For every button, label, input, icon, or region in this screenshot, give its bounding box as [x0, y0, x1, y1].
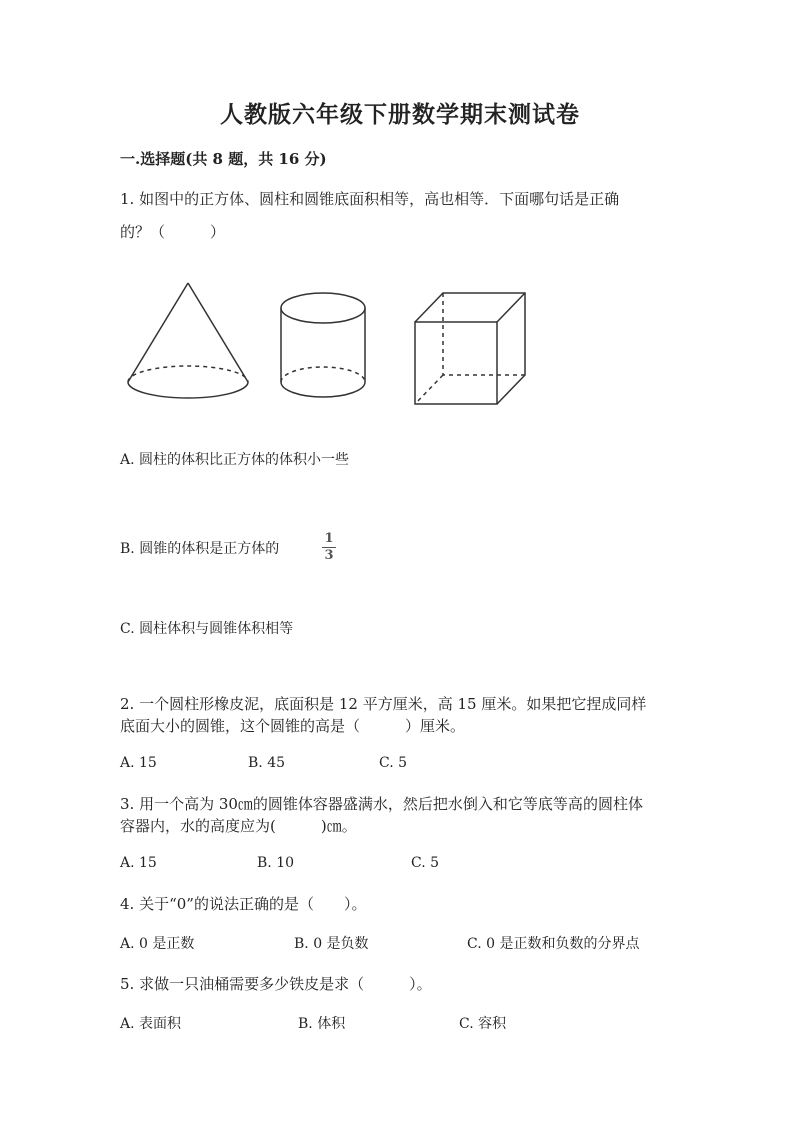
q3-option-b: B. 10: [257, 855, 295, 871]
q1-option-c: C. 圆柱体积与圆锥体积相等: [120, 621, 294, 637]
page-title: 人教版六年级下册数学期末测试卷: [220, 101, 580, 128]
q5-option-c: C. 容积: [459, 1016, 507, 1032]
q1-figures: [120, 275, 540, 410]
q3-stem-line2: 容器内，水的高度应为( )㎝。: [120, 817, 357, 835]
q4-option-a: A. 0 是正数: [120, 936, 195, 952]
q2-option-a: A. 15: [120, 755, 157, 771]
fraction-numerator: 1: [324, 531, 334, 546]
solids-figure: [120, 275, 540, 410]
q3-option-a: A. 15: [120, 855, 157, 871]
cone-icon: [128, 283, 248, 398]
q1-option-a: A. 圆柱的体积比正方体的体积小一些: [120, 452, 350, 468]
q5-option-b: B. 体积: [298, 1016, 346, 1032]
q5-stem: 5. 求做一只油桶需要多少铁皮是求（ ）。: [120, 975, 432, 993]
q1-option-b-fraction: [322, 532, 336, 563]
q2-stem-line2: 底面大小的圆锥，这个圆锥的高是（ ）厘米。: [120, 717, 466, 735]
q1-option-b: B. 圆锥的体积是正方体的: [120, 541, 280, 557]
q4-stem: 4. 关于“0”的说法正确的是（ ）。: [120, 895, 367, 913]
q4-option-b: B. 0 是负数: [294, 936, 369, 952]
q2-option-c: C. 5: [379, 755, 408, 771]
q1-stem-line2: 的？（ ）: [120, 223, 226, 241]
q5-option-a: A. 表面积: [120, 1016, 182, 1032]
q1-stem-line1: 1. 如图中的正方体、圆柱和圆锥底面积相等，高也相等．下面哪句话是正确: [120, 190, 620, 208]
cube-icon: [415, 293, 525, 404]
cylinder-icon: [281, 293, 365, 397]
q2-option-b: B. 45: [248, 755, 286, 771]
q3-option-c: C. 5: [411, 855, 440, 871]
fraction-denominator: 3: [324, 548, 334, 563]
q3-stem-line1: 3. 用一个高为 30㎝的圆锥体容器盛满水，然后把水倒入和它等底等高的圆柱体: [120, 795, 643, 813]
q2-stem-line1: 2. 一个圆柱形橡皮泥，底面积是 12 平方厘米，高 15 厘米。如果把它捏成同样: [120, 695, 647, 713]
q4-option-c: C. 0 是正数和负数的分界点: [467, 936, 640, 952]
section-heading: 一.选择题(共 8 题，共 16 分): [120, 150, 327, 168]
